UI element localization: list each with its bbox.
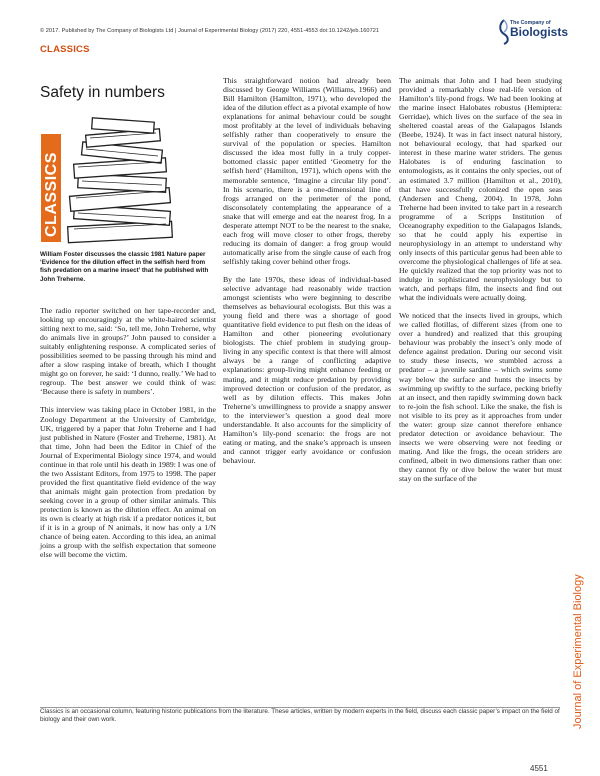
- publisher-logo: [496, 16, 569, 46]
- classics-books-illustration: [38, 112, 206, 244]
- article-title: Safety in numbers: [40, 84, 165, 101]
- citation-header: © 2017. Published by The Company of Biologists Ltd | Journal of Experimental Biology (2017) 220, 4551-4553 doi:10.1242/jeb.160721: [40, 28, 380, 34]
- logo-small-text: The Company of: [510, 20, 551, 26]
- logo-large-text: Biologists: [510, 25, 569, 39]
- column-footnote: Classics is an occasional column, featuring historic publications from the literature. These articles, written by modern experts in the field, discuss each classic paper’s impact on the field of biology and their own work.: [40, 708, 560, 724]
- paragraph: The animals that John and I had been studying provided a remarkably close real-life version of Hamilton’s lily-pond frogs. We had been looking at the marine insect Halobates robustus (Hemiptera: Gerridae), which lives on the surface of the sea in sheltered coastal areas of the Galapagos Islands (Beebe, 1924). It was in fact insect natural history, not behavioural ecology, that had sparked our interest in these marine water striders. The genus Halobates is of enduring fascination to entomologists, as it contains the only species, out of an estimated 3.7 million (Hamilton et al., 2010), that have successfully colonized the open seas (Andersen and Cheng, 2004). In 1978, John Treherne had been invited to take part in a research programme of a Scripps Institution of Oceanography expedition to the Galapagos Islands, so that he could apply his expertise in neurophysiology in an attempt to understand why only insects of this particular genus had been able to overcome the physiological challenges of life at sea. He quickly realized that the top priority was not to indulge in sophisticated neurophysiology but to watch, and perhaps film, the insects and find out what the individuals were actually doing.: [399, 76, 562, 303]
- classics-art-label: CLASSICS: [43, 152, 60, 237]
- body-column-2: [223, 76, 391, 465]
- body-column-3: [399, 76, 562, 483]
- paragraph: We noticed that the insects lived in groups, which we called flotillas, of different sizes (from one to over a hundred) and realized that this grouping behaviour was probably the insect’s only mode of defence against predation. During our second visit to study these insects, we stumbled across a predator – a juvenile sardine – which swims some way below the surface and hunts the insects by swimming up swiftly to the surface, pecking briefly at an insect, and then rapidly swimming down back to re-join the fish school. Like the snake, the fish is not visible to its prey as it approaches from under the water: group size cannot therefore enhance predator detection or avoidance behaviour. The insects we were observing were not feeding or mating. And like the frogs, the ocean striders are confined, albeit in two dimensions rather than one: they cannot fly or dive below the water but must stay on the surface of the: [399, 311, 562, 484]
- body-column-1: [40, 306, 216, 559]
- paragraph: By the late 1970s, these ideas of individual-based selective advantage had reasonably wide traction amongst scientists who were beginning to describe themselves as behavioural ecologists. But this was a young field and there was a shortage of good quantitative field evidence to put flesh on the ideas of Hamilton and other pioneering evolutionary biologists. The chief problem in studying group-living in any specific context is that there will almost always be a range of conflicting adaptive explanations: group-living might enhance feeding or mating, and it might reduce predation by providing improved detection or confusion of the predator, as well as by dilution effects. This makes John Treherne’s unwillingness to provide a snappy answer to the interviewer’s question a good deal more understandable. It also accounts for the simplicity of Hamilton’s lily-pond scenario: the frogs are not eating or mating, and the snake’s approach is unseen and cannot trigger early avoidance or confusion behaviour.: [223, 274, 391, 465]
- book-stack: [68, 118, 173, 243]
- journal-name-vertical: Journal of Experimental Biology: [572, 574, 584, 729]
- paragraph: The radio reporter switched on her tape-recorder and, looking up encouragingly at the white-haired scientist sitting next to me, said: ‘So, tell me, John Treherne, why do animals live in groups?’ John paused to consider a suitably enlightening response. A complicated series of possibilities seemed to be passing through his mind and after a slow rasping intake of breath, which I thought might go on forever, he said: ‘I dunno, really.’ We had to regroup. The best answer we could think of was: ‘Because there is safety in numbers’.: [40, 306, 216, 397]
- page-number: 4551: [530, 764, 548, 773]
- journal-sidebar: [560, 488, 584, 738]
- section-label: CLASSICS: [40, 44, 90, 55]
- standfirst: William Foster discusses the classic 1981 Nature paper ‘Evidence for the dilution effect in the selfish herd from fish predation on a marine insect’ that he published with John Treherne.: [40, 251, 209, 283]
- paragraph: This interview was taking place in October 1981, in the Zoology Department at the University of Cambridge, UK, triggered by a paper that John Treherne and I had just published in Nature (Foster and Treherne, 1981). At that time, John had been the Editor in Chief of the Journal of Experimental Biology since 1974, and would continue in that role until his death in 1989: I was one of the two Assistant Editors, from 1975 to 1998. The paper provided the first quantitative field evidence of the way that animals might gain protection from predation by seeking cover in a group of other similar animals. This protection is known as the dilution effect. An animal on its own is clearly at high risk if a predator notices it, but if it is in a group of N animals, it now has only a 1/N chance of being eaten. According to this idea, an animal joins a group with the selfish expectation that someone else will become the victim.: [40, 405, 216, 560]
- paragraph: This straightforward notion had already been discussed by George Williams (Williams, 1966) and Bill Hamilton (Hamilton, 1971), who developed the idea of the dilution effect as a pivotal example of how explanations for animal behaviour could be sought most profitably at the level of individuals behaving selfishly rather than cooperatively to ensure the survival of the population or species. Hamilton discussed the idea most fully in a truly copper-bottomed classic paper entitled ‘Geometry for the selfish herd’ (Hamilton, 1971), which opens with the memorable sentence, ‘Imagine a circular lily pond’. In his scenario, there is a one-dimensional line of frogs arranged on the perimeter of the pond, disconsolately contemplating the appearance of a snake that will emerge and eat the nearest frog. In a desperate attempt NOT to be the nearest to the snake, each frog will move closer to other frogs, thereby reducing its domain of danger: a frog group would automatically arise from the single cause of each frog selfishly taking cover behind other frogs.: [223, 76, 391, 266]
